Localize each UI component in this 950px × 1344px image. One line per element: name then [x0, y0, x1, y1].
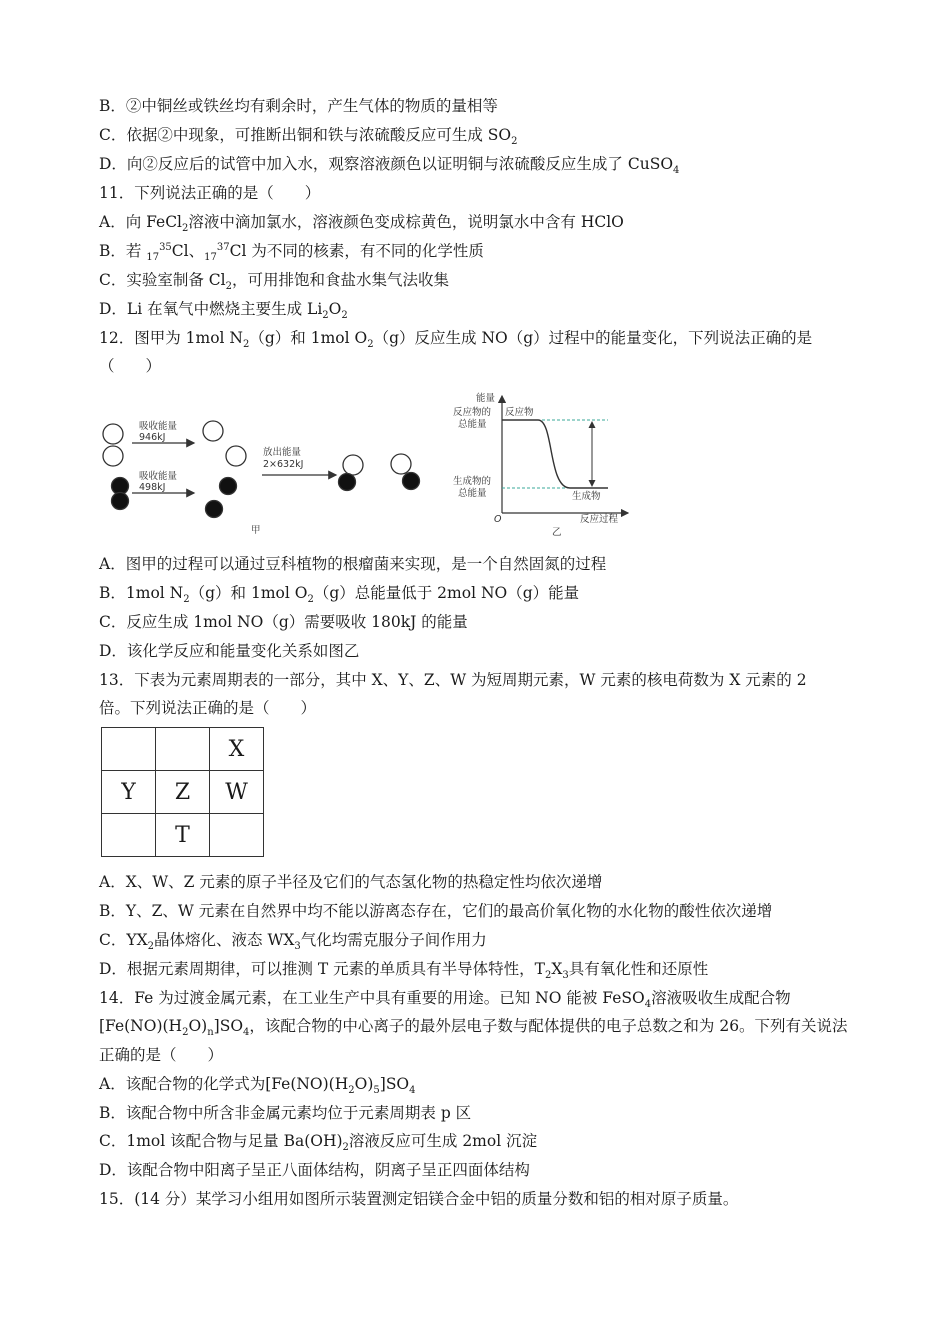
q13-stem-line1: 13．下表为元素周期表的一部分，其中 X、Y、Z、W 为短周期元素，W 元素的核电荷数为 X 元素的 2 [99, 671, 807, 689]
absorb1-label: 吸收能量 [139, 421, 178, 432]
q14-option-a: A．该配合物的化学式为$[Fe(NO)(H_2O)_5]SO_4$ [99, 1075, 416, 1097]
o-atom-circle [339, 474, 356, 491]
q11-option-a: A．向 FeCl$_2$溶液中滴加氯水，溶液颜色变成棕黄色，说明氯水中含有 HClO [99, 213, 624, 235]
absorb2-value: 498kJ [139, 482, 166, 493]
q13-option-c: C．$YX_2$晶体熔化、液态 $WX_3$气化均需克服分子间作用力 [99, 931, 487, 953]
q12-option-b: B．1mol $N_2(g)$和 1mol $O_2(g)$总能量低于 2mol NO（g）能量 [99, 584, 580, 606]
n-atom-circle [226, 446, 246, 466]
y-axis-label: 能量 [476, 393, 496, 404]
q10-option-b: B．②中铜丝或铁丝均有剩余时，产生气体的物质的量相等 [99, 97, 498, 115]
q15-stem: 15．(14 分）某学习小组用如图所示装置测定铝镁合金中铝的质量分数和铝的相对原子质量。 [99, 1190, 739, 1208]
reactant-label: 反应物 [505, 407, 534, 418]
q12-figure [96, 385, 636, 545]
product-total-label-1: 生成物的 [453, 476, 492, 487]
q12-stem-paren: （ ） [99, 357, 162, 375]
q14-stem-line3: 正确的是（ ） [99, 1046, 224, 1064]
table-cell: X [210, 728, 264, 771]
n-atom-circle [103, 424, 123, 444]
n-atom-circle [103, 446, 123, 466]
absorb2-label: 吸收能量 [139, 471, 178, 482]
q12-option-a: A．图甲的过程可以通过豆科植物的根瘤菌来实现，是一个自然固氮的过程 [99, 555, 607, 573]
origin-label: O [494, 514, 502, 525]
q11-stem: 11．下列说法正确的是（ ） [99, 184, 321, 202]
q13-option-b: B．Y、Z、W 元素在自然界中均不能以游离态存在，它们的最高价氧化物的水化物的酸性依次递增 [99, 902, 773, 920]
figure-yi [453, 392, 628, 538]
release-label: 放出能量 [263, 447, 302, 458]
q10-option-d: D．向②反应后的试管中加入水，观察溶液颜色以证明铜与浓硫酸反应生成了 CuSO$_4$ [99, 155, 680, 177]
n-atom-circle [391, 454, 411, 474]
q14-option-b: B．该配合物中所含非金属元素均位于元素周期表 p 区 [99, 1104, 472, 1122]
table-row [102, 728, 264, 771]
o-atom-circle [112, 493, 129, 510]
figure-yi-caption: 乙 [552, 527, 562, 538]
table-cell [210, 814, 264, 857]
q14-option-c: C．1mol 该配合物与足量 $Ba(OH)_2$溶液反应可生成 2mol 沉淀 [99, 1132, 538, 1154]
table-cell [102, 814, 156, 857]
q13-option-d: D．根据元素周期律，可以推测 T 元素的单质具有半导体特性，$T_2X_3$具有氧化性和还原性 [99, 960, 709, 982]
table-cell: Z [156, 771, 210, 814]
periodic-table-fragment [101, 727, 264, 857]
q12-option-d: D．该化学反应和能量变化关系如图乙 [99, 642, 360, 660]
reactant-total-label-1: 反应物的 [453, 407, 492, 418]
release-value: 2×632kJ [263, 459, 304, 470]
table-cell [102, 728, 156, 771]
n-atom-circle [203, 421, 223, 441]
q10-option-c: C．依据②中现象，可推断出铜和铁与浓硫酸反应可生成 $SO_2$ [99, 126, 518, 148]
q14-option-d: D．该配合物中阳离子呈正八面体结构，阴离子呈正四面体结构 [99, 1161, 530, 1179]
table-cell: Y [102, 771, 156, 814]
table-cell: W [210, 771, 264, 814]
q11-option-b: B．若 $_{17}^{35}$Cl、$_{17}^{37}$Cl 为不同的核素，有不同的化学性质 [99, 241, 484, 264]
q11-option-c: C．实验室制备 $Cl_2$，可用排饱和食盐水集气法收集 [99, 271, 449, 293]
table-cell: T [156, 814, 210, 857]
o-atom-circle [220, 478, 237, 495]
q13-stem-line2: 倍。下列说法正确的是（ ） [99, 699, 317, 717]
q13-option-a: A．X、W、Z 元素的原子半径及它们的气态氢化物的热稳定性均依次递增 [99, 873, 603, 891]
figure-jia-caption: 甲 [251, 525, 261, 536]
q14-stem-line2: $[Fe(NO)(H_2O)_n]SO_4$，该配合物的中心离子的最外层电子数与配体提供的电子总数之和为 26。下列有关说法 [99, 1017, 848, 1039]
product-total-label-2: 总能量 [458, 488, 487, 499]
table-row [102, 771, 264, 814]
table-cell [156, 728, 210, 771]
q14-stem-line1: 14．Fe 为过渡金属元素，在工业生产中具有重要的用途。已知 NO 能被 FeSO$_4$溶液吸收生成配合物 [99, 989, 791, 1011]
n-atom-circle [343, 455, 363, 475]
table-row [102, 814, 264, 857]
o-atom-circle [206, 501, 223, 518]
product-label: 生成物 [572, 491, 601, 502]
q11-option-d: D．Li 在氧气中燃烧主要生成 $Li_2O_2$ [99, 300, 348, 322]
absorb1-value: 946kJ [139, 432, 166, 443]
q12-stem: 12．图甲为 1mol $N_2(g)$和 1mol $O_2(g)$反应生成 NO（g）过程中的能量变化，下列说法正确的是 [99, 329, 813, 351]
x-axis-label: 反应过程 [580, 514, 619, 525]
o-atom-circle [403, 473, 420, 490]
reactant-total-label-2: 总能量 [458, 419, 487, 430]
q12-option-c: C．反应生成 1mol NO（g）需要吸收 180kJ 的能量 [99, 613, 468, 631]
